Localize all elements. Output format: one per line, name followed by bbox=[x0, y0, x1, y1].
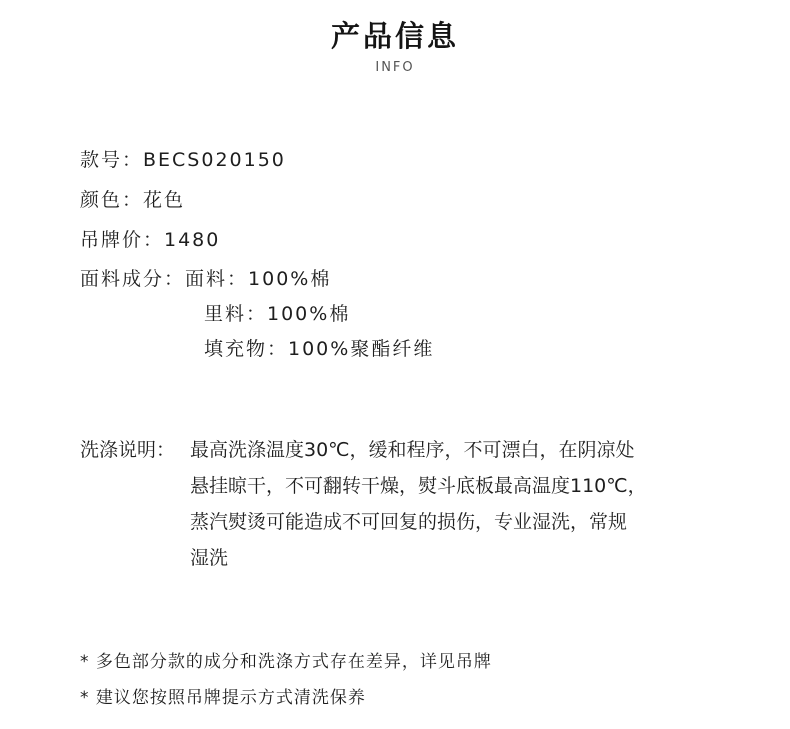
page-subtitle: INFO bbox=[375, 60, 415, 75]
composition-lining: 里料：100%棉 bbox=[204, 303, 351, 325]
composition-row bbox=[80, 261, 331, 297]
color-value: 颜色：花色 bbox=[80, 189, 186, 211]
care-line: 悬挂晾干，不可翻转干燥，熨斗底板最高温度110℃， bbox=[190, 475, 647, 497]
care-line: 湿洗 bbox=[190, 547, 229, 569]
page-title: 产品信息 bbox=[330, 19, 459, 53]
composition-fabric: 面料：100%棉 bbox=[185, 268, 332, 290]
composition-label: 面料成分： bbox=[80, 268, 186, 290]
care-line: 蒸汽熨烫可能造成不可回复的损伤，专业湿洗，常规 bbox=[190, 511, 628, 533]
note-color-variants: * 多色部分款的成分和洗涤方式存在差异，详见吊牌 bbox=[80, 652, 492, 672]
style-number: 款号：BECS020150 bbox=[80, 149, 286, 171]
care-text bbox=[190, 432, 647, 576]
tag-price: 吊牌价：1480 bbox=[80, 229, 221, 251]
care-label: 洗涤说明： bbox=[80, 439, 176, 461]
care-line: 最高洗涤温度30℃，缓和程序，不可漂白，在阴凉处 bbox=[190, 439, 635, 461]
composition-filling: 填充物：100%聚酯纤维 bbox=[204, 338, 435, 360]
note-care-advice: * 建议您按照吊牌提示方式清洗保养 bbox=[80, 688, 366, 708]
